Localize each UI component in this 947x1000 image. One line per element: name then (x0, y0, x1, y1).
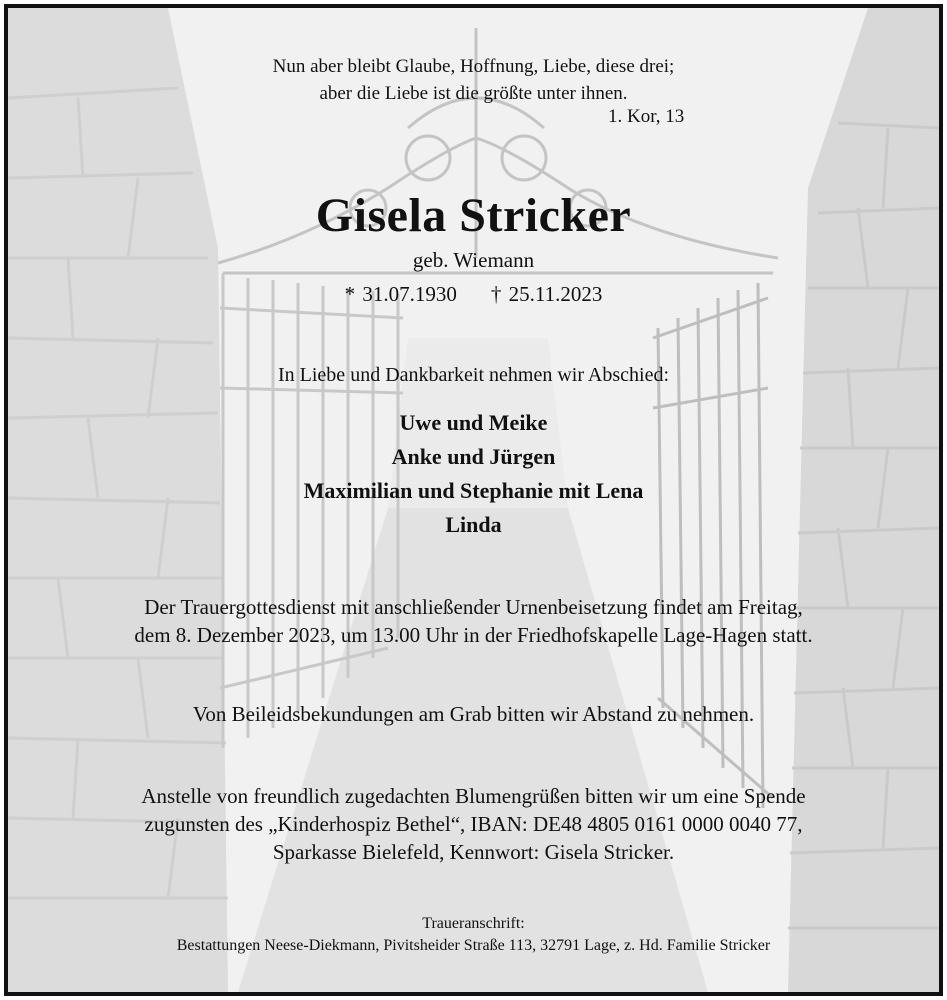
donation-line-3: Sparkasse Bielefeld, Kennwort: Gisela Stricker. (272, 840, 675, 864)
deceased-name: Gisela Stricker (315, 189, 632, 242)
mourning-address-label: Traueranschrift: (422, 915, 525, 932)
bible-verse-line-1: Nun aber bleibt Glaube, Hoffnung, Liebe, diese drei; (272, 56, 675, 77)
mourner-name: Anke und Jürgen (391, 444, 556, 469)
mourning-address: Bestattungen Neese-Diekmann, Pivitsheider Straße 113, 32791 Lage, z. Hd. Familie Stricker (176, 937, 771, 954)
life-dates (8, 282, 939, 307)
mourner-name: Linda (445, 512, 502, 537)
service-info-line-1: Der Trauergottesdienst mit anschließender Urnenbeisetzung findet am Freitag, (144, 595, 803, 619)
service-info-line-2: dem 8. Dezember 2023, um 13.00 Uhr in der Friedhofskapelle Lage-Hagen statt. (134, 623, 813, 647)
mourner-name: Maximilian und Stephanie mit Lena (303, 478, 644, 503)
bible-verse-reference: 1. Kor, 13 (608, 106, 685, 127)
donation-line-2: zugunsten des „Kinderhospiz Bethel“, IBAN: DE48 4805 0161 0000 0040 77, (144, 812, 803, 836)
bible-verse-line-2: aber die Liebe ist die größte unter ihnen. (319, 83, 628, 104)
mourner-name: Uwe und Meike (399, 410, 548, 435)
donation-line-1: Anstelle von freundlich zugedachten Blumengrüßen bitten wir um eine Spende (141, 784, 806, 808)
condolence-note: Von Beileidsbekundungen am Grab bitten wir Abstand zu nehmen. (192, 702, 755, 726)
maiden-name: geb. Wiemann (412, 248, 535, 272)
death-date: † 25.11.2023 (490, 282, 603, 306)
obituary-frame (4, 4, 943, 996)
birth-date: * 31.07.1930 (344, 282, 457, 306)
farewell-intro: In Liebe und Dankbarkeit nehmen wir Abschied: (278, 364, 669, 386)
